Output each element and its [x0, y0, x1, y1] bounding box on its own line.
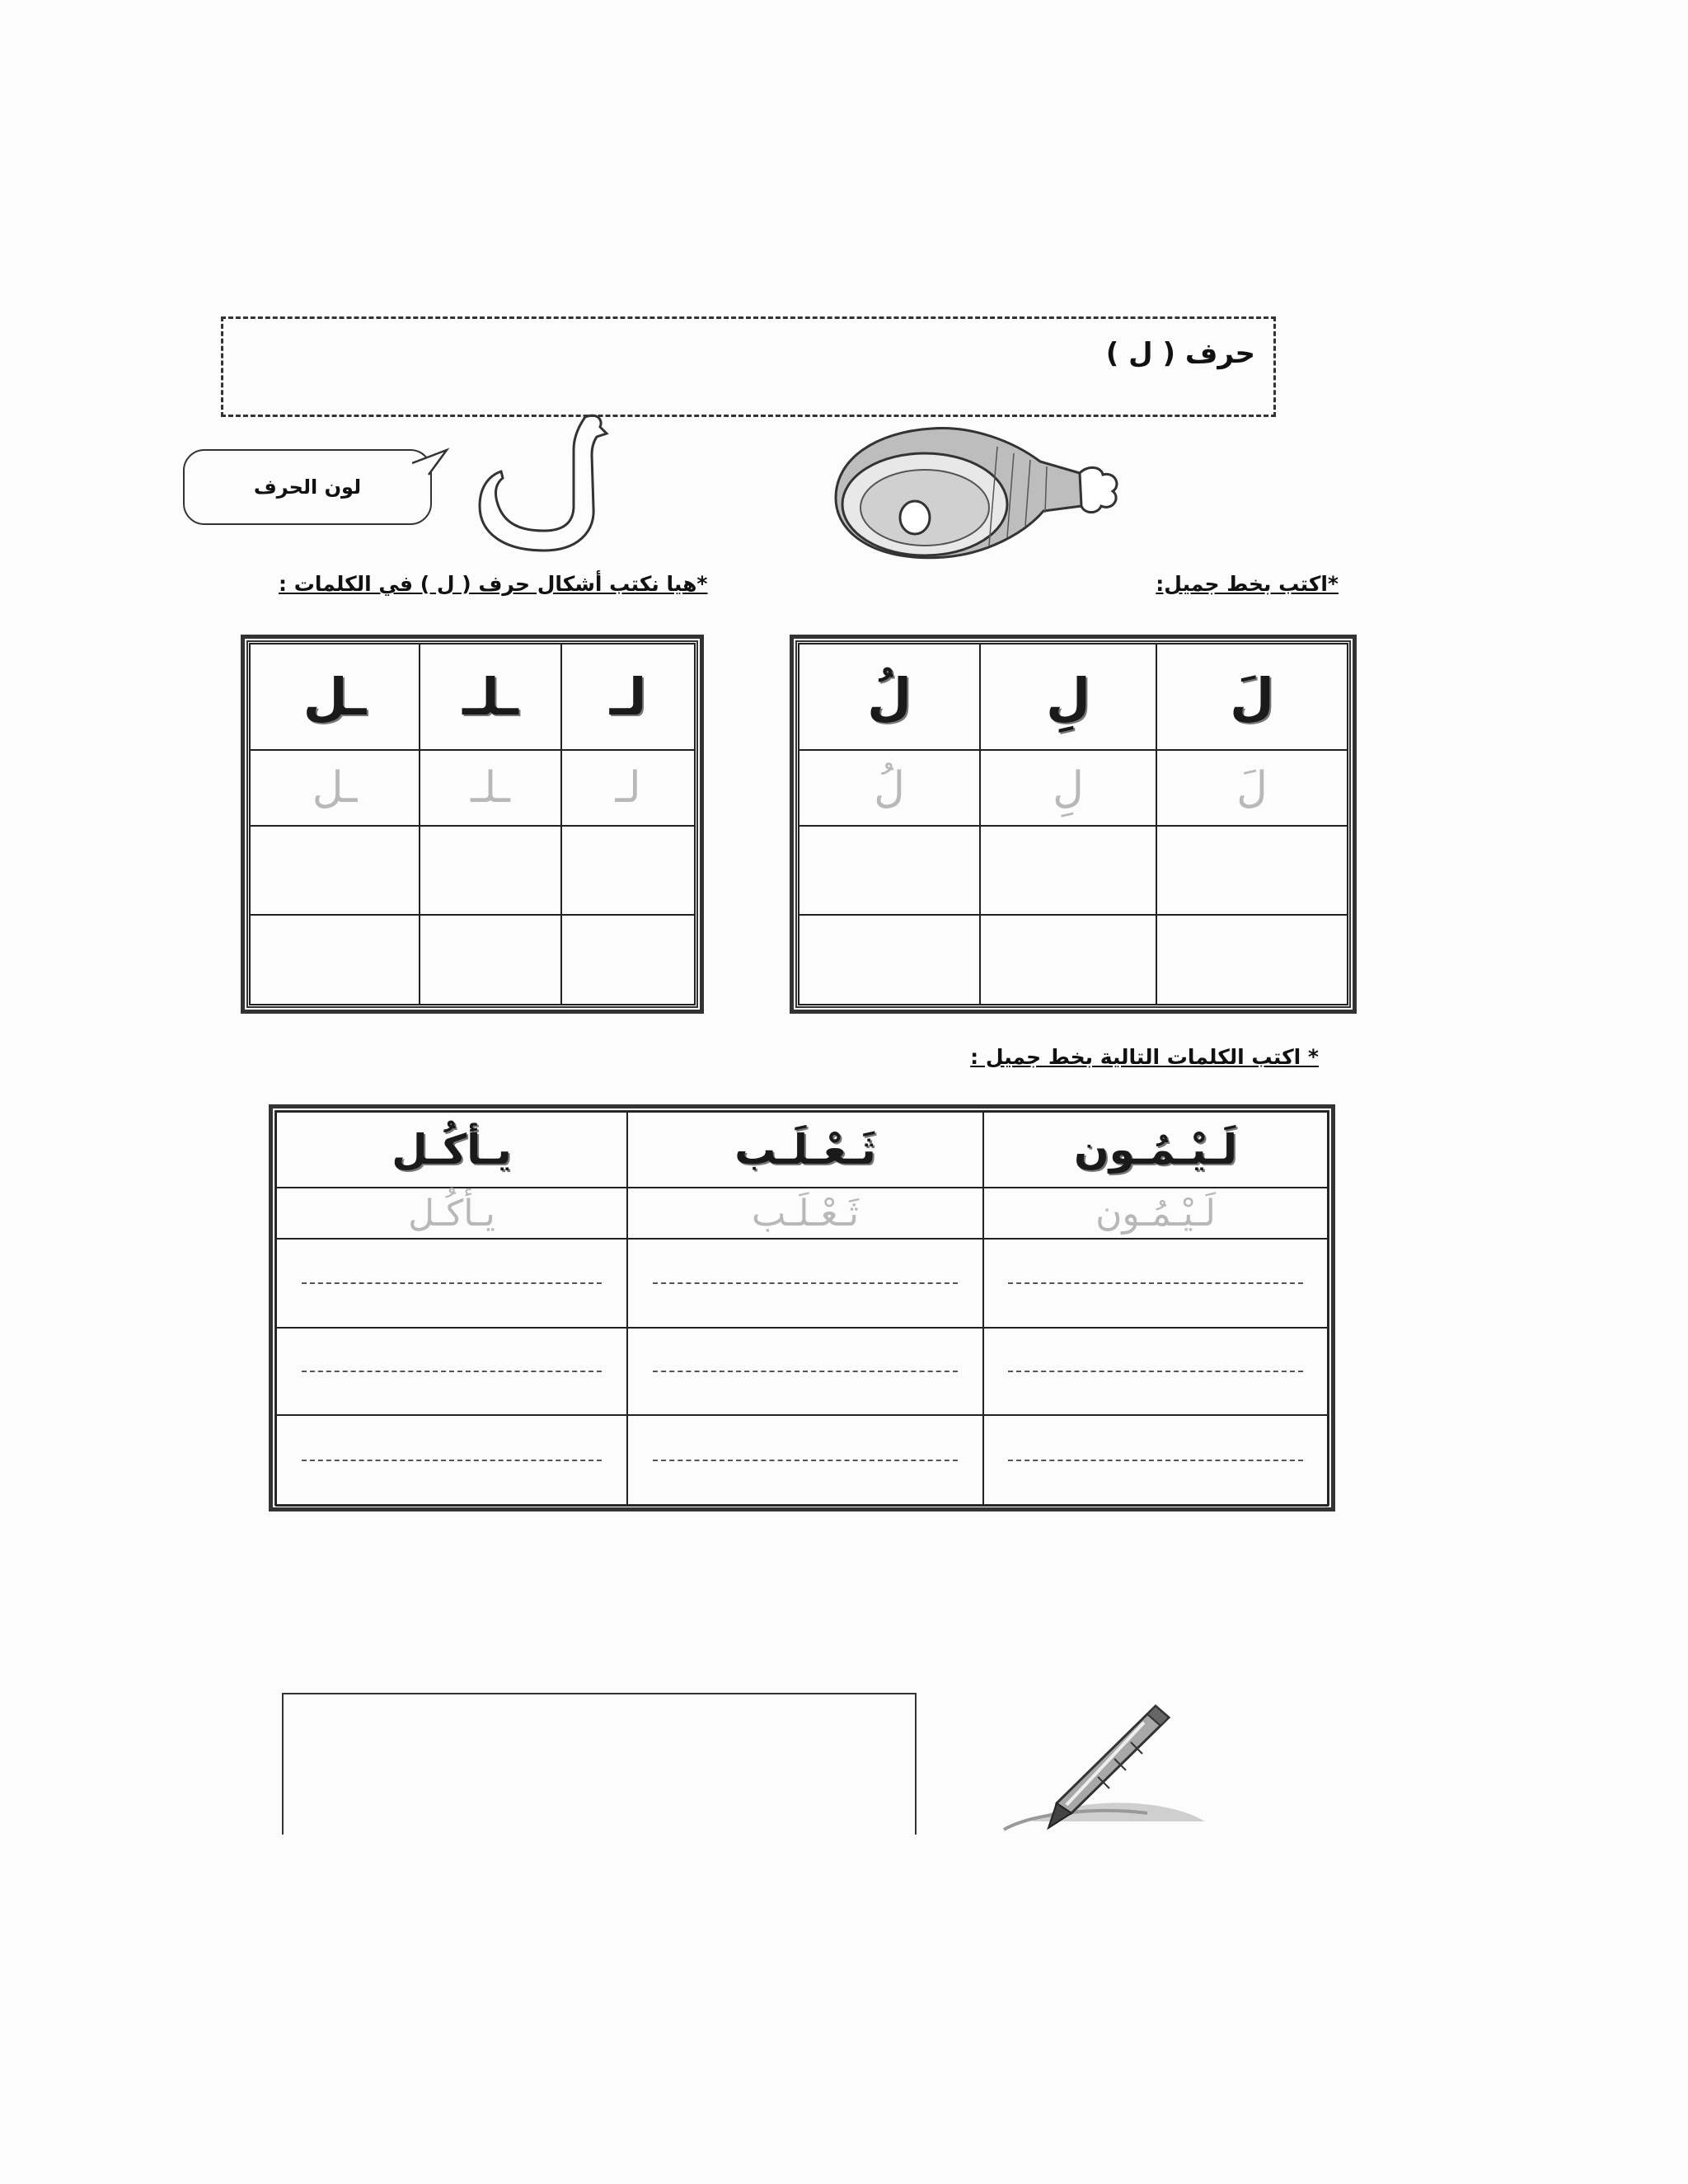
table-row: [276, 1239, 1328, 1328]
forms-table: [249, 643, 696, 1005]
dotted-line: [302, 1282, 603, 1284]
word-cell: لَـيْـمُـون: [983, 1112, 1328, 1188]
writing-line-cell[interactable]: [276, 1328, 627, 1415]
writing-line-cell[interactable]: [983, 1239, 1328, 1328]
word-cell: ثَـعْـلَـب: [627, 1112, 983, 1188]
trace-cell: لِ: [980, 750, 1156, 826]
letter-lam-outline-icon: [462, 409, 635, 555]
writing-cell[interactable]: [420, 826, 561, 915]
meat-icon: [832, 422, 1151, 564]
table-row: [799, 644, 1348, 750]
trace-cell: ـلـ: [420, 750, 561, 826]
writing-line-cell[interactable]: [276, 1415, 627, 1506]
form-cell: لـ: [561, 644, 695, 750]
writing-cell[interactable]: [1156, 826, 1348, 915]
writing-cell[interactable]: [561, 915, 695, 1005]
writing-cell[interactable]: [250, 826, 420, 915]
writing-cell[interactable]: [980, 915, 1156, 1005]
table-row: [250, 826, 695, 915]
trace-cell: لُ: [799, 750, 980, 826]
dotted-line: [1008, 1460, 1303, 1461]
table-row: [276, 1188, 1328, 1239]
table-row: [276, 1112, 1328, 1188]
writing-line-cell[interactable]: [983, 1328, 1328, 1415]
dotted-line: [653, 1282, 958, 1284]
harakat-cell: لِ: [980, 644, 1156, 750]
header-box: [221, 316, 1276, 417]
harakat-cell: لُ: [799, 644, 980, 750]
dotted-line: [302, 1460, 603, 1461]
table-row: [250, 644, 695, 750]
pen-icon: [999, 1698, 1226, 1835]
form-cell: ـل: [250, 644, 420, 750]
table-row: [276, 1415, 1328, 1506]
dotted-line: [653, 1371, 958, 1372]
writing-cell[interactable]: [799, 915, 980, 1005]
dotted-line: [1008, 1371, 1303, 1372]
instruction-write-beautifully: *اكتب بخط جميل:: [1156, 572, 1339, 596]
table-row: [799, 915, 1348, 1005]
trace-word-cell: ثَـعْـلَـب: [627, 1188, 983, 1239]
writing-cell[interactable]: [1156, 915, 1348, 1005]
table-row: [799, 826, 1348, 915]
table-row: [250, 915, 695, 1005]
instruction-letter-shapes: *هيا نكتب أشكال حرف ( ل ) في الكلمات :: [279, 572, 708, 596]
color-letter-bubble: لون الحرف: [183, 449, 432, 525]
table-row: [276, 1328, 1328, 1415]
writing-line-cell[interactable]: [627, 1415, 983, 1506]
trace-cell: لـ: [561, 750, 695, 826]
page-title: حرف ( ل ): [1105, 337, 1255, 370]
writing-cell[interactable]: [420, 915, 561, 1005]
trace-cell: ـل: [250, 750, 420, 826]
writing-line-cell[interactable]: [983, 1415, 1328, 1506]
words-table: [275, 1111, 1329, 1507]
dotted-line: [302, 1371, 603, 1372]
table-row: [250, 750, 695, 826]
harakat-table: [798, 643, 1348, 1005]
bottom-writing-box[interactable]: [282, 1693, 917, 1835]
word-cell: يـأكُـل: [276, 1112, 627, 1188]
trace-word-cell: لَـيْـمُـون: [983, 1188, 1328, 1239]
writing-line-cell[interactable]: [276, 1239, 627, 1328]
trace-cell: لَ: [1156, 750, 1348, 826]
dotted-line: [653, 1460, 958, 1461]
writing-cell[interactable]: [250, 915, 420, 1005]
dotted-line: [1008, 1282, 1303, 1284]
trace-word-cell: يـأكُـل: [276, 1188, 627, 1239]
writing-cell[interactable]: [799, 826, 980, 915]
writing-cell[interactable]: [561, 826, 695, 915]
bubble-tail-icon: [412, 445, 462, 486]
writing-line-cell[interactable]: [627, 1239, 983, 1328]
instruction-write-words: * اكتب الكلمات التالية بخط جميل :: [970, 1045, 1319, 1069]
form-cell: ـلـ: [420, 644, 561, 750]
writing-line-cell[interactable]: [627, 1328, 983, 1415]
writing-cell[interactable]: [980, 826, 1156, 915]
harakat-cell: لَ: [1156, 644, 1348, 750]
table-row: [799, 750, 1348, 826]
